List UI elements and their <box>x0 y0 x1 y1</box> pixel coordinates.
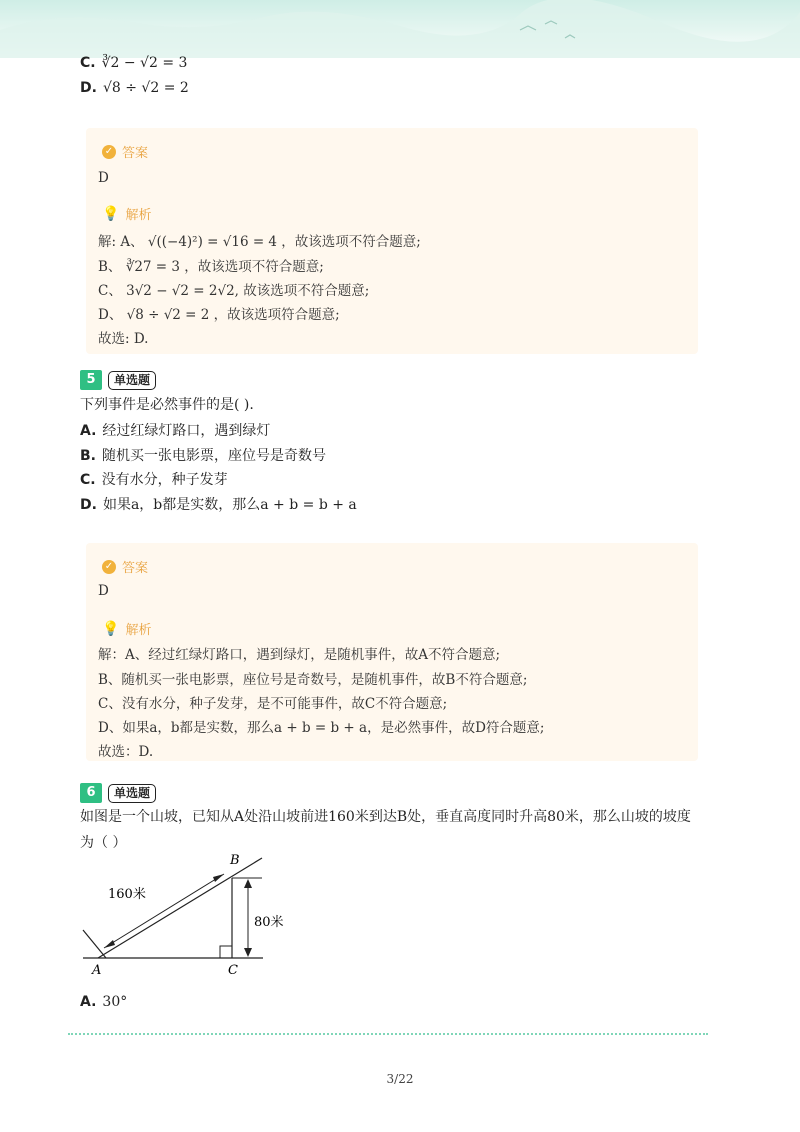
divider <box>68 1033 708 1035</box>
q6-stem-line-2: 为（ ） <box>80 835 127 851</box>
q4-analysis-heading: 💡 解析 <box>102 205 152 223</box>
label-b: B <box>230 853 240 868</box>
question-number: 6 <box>80 783 102 803</box>
slope-length-label: 160米 <box>108 887 146 902</box>
lightbulb-icon: 💡 <box>102 205 120 222</box>
q5-analysis-heading: 💡 解析 <box>102 620 152 638</box>
question-number: 5 <box>80 370 102 390</box>
right-angle-mark <box>220 946 232 958</box>
q4-analysis-line-1: 解: A、 √((−4)²) = √16 = 4 ，故该选项不符合题意; <box>98 234 421 250</box>
slope-left-end <box>83 930 106 958</box>
label-c: C <box>228 963 238 978</box>
q4-analysis-line-4: D、 √8 ÷ √2 = 2 ，故该选项符合题意; <box>98 307 340 323</box>
q5-analysis-line-5: 故选：D. <box>98 744 154 760</box>
q5-option-c: C. 没有水分，种子发芽 <box>80 472 228 488</box>
check-icon: ✓ <box>102 560 116 574</box>
q4-answer: D <box>98 170 109 186</box>
q4-analysis-line-2: B、 ∛27 = 3 ，故该选项不符合题意; <box>98 259 324 275</box>
q5-analysis-line-3: C、没有水分，种子发芽，是不可能事件，故C不符合题意; <box>98 696 448 712</box>
q5-answer-heading: ✓ 答案 <box>102 557 148 576</box>
slope-line <box>98 858 262 958</box>
question-type-badge: 单选题 <box>108 784 156 803</box>
q4-answer-box <box>86 128 698 354</box>
q6-stem-line-1: 如图是一个山坡，已知从A处沿山坡前进160米到达B处，垂直高度同时升高80米，那么山坡的坡度 <box>80 809 691 825</box>
q4-answer-heading: ✓ 答案 <box>102 142 148 161</box>
q4-analysis-line-5: 故选: D. <box>98 331 149 347</box>
check-icon: ✓ <box>102 145 116 159</box>
q4-option-d: D. √8 ÷ √2 = 2 <box>80 80 189 96</box>
q5-answer: D <box>98 583 109 599</box>
height-label: 80米 <box>254 915 284 930</box>
q6-header <box>80 783 156 803</box>
q5-analysis-line-4: D、如果a，b都是实数，那么a + b = b + a，是必然事件，故D符合题意; <box>98 720 545 736</box>
q5-option-b: B. 随机买一张电影票，座位号是奇数号 <box>80 448 326 464</box>
lightbulb-icon: 💡 <box>102 620 120 637</box>
q5-header <box>80 370 156 390</box>
q6-option-a: A. 30° <box>80 994 128 1010</box>
q5-analysis-line-2: B、随机买一张电影票，座位号是奇数号，是随机事件，故B不符合题意; <box>98 672 528 688</box>
page-number: 3/22 <box>386 1072 414 1086</box>
question-type-badge: 单选题 <box>108 371 156 390</box>
q5-answer-box <box>86 543 698 761</box>
slope-figure <box>78 848 298 978</box>
cloud-decoration-icon <box>0 0 800 58</box>
label-a: A <box>92 963 102 978</box>
length-arrow <box>104 874 224 948</box>
q5-analysis-line-1: 解：A、经过红绿灯路口，遇到绿灯，是随机事件，故A不符合题意; <box>98 647 501 663</box>
q5-stem: 下列事件是必然事件的是( ). <box>80 397 254 413</box>
q4-analysis-line-3: C、 3√2 − √2 = 2√2, 故该选项不符合题意; <box>98 283 370 299</box>
q4-option-c: C. ∛2 − √2 = 3 <box>80 55 188 71</box>
q5-option-d: D. 如果a，b都是实数，那么a + b = b + a <box>80 497 357 513</box>
header-decoration <box>0 0 800 58</box>
q5-option-a: A. 经过红绿灯路口，遇到绿灯 <box>80 423 271 439</box>
